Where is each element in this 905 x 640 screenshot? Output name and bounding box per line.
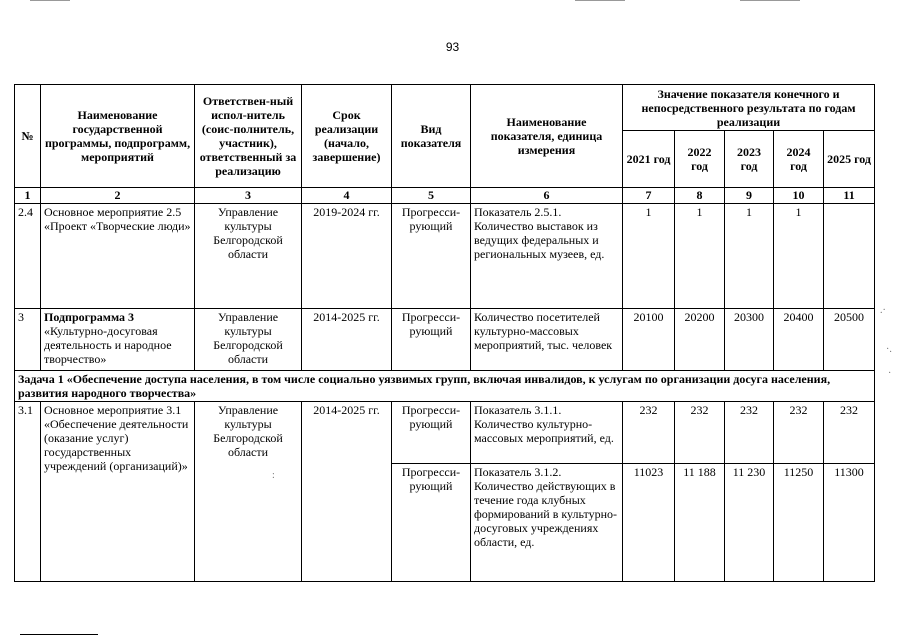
row-value: 232 bbox=[725, 402, 774, 464]
row-program: Основное мероприятие 3.1 «Обеспечение деятельности (оказание услуг) государственных учреждений (организаций)» bbox=[41, 402, 195, 582]
scan-artifact: · bbox=[888, 368, 892, 379]
row-value: 232 bbox=[824, 402, 875, 464]
column-number: 8 bbox=[675, 188, 725, 204]
row-value: 1 bbox=[623, 204, 675, 309]
row-term: 2014-2025 гг. bbox=[302, 309, 392, 371]
row-value: 1 bbox=[774, 204, 824, 309]
row-type: Прогресси-рующий bbox=[392, 309, 471, 371]
indicators-table bbox=[14, 84, 875, 582]
header-year: 2022 год bbox=[675, 131, 725, 188]
row-value: 1 bbox=[725, 204, 774, 309]
column-number: 6 bbox=[471, 188, 623, 204]
column-number: 5 bbox=[392, 188, 471, 204]
row-type: Прогресси-рующий bbox=[392, 402, 471, 464]
row-value: 1 bbox=[675, 204, 725, 309]
row-value: 11 230 bbox=[725, 464, 774, 582]
row-responsible: Управление культуры Белгородской области bbox=[195, 204, 302, 309]
header-values-group: Значение показателя конечного и непосредственного результата по годам реализации bbox=[623, 85, 875, 131]
row-value: 232 bbox=[623, 402, 675, 464]
header-row bbox=[15, 85, 875, 131]
column-number: 10 bbox=[774, 188, 824, 204]
table-row bbox=[15, 309, 875, 371]
row-responsible: Управление культуры Белгородской области bbox=[195, 309, 302, 371]
column-number: 2 bbox=[41, 188, 195, 204]
scan-artifact: : bbox=[272, 470, 275, 481]
column-numbers-row bbox=[15, 188, 875, 204]
column-number: 4 bbox=[302, 188, 392, 204]
page-number: 93 bbox=[445, 40, 460, 54]
row-no: 2.4 bbox=[15, 204, 41, 309]
row-indicator: Показатель 2.5.1. Количество выставок из ведущих федеральных и региональных музеев, ед. bbox=[471, 204, 623, 309]
row-program bbox=[41, 309, 195, 371]
row-value: 11250 bbox=[774, 464, 824, 582]
column-number: 7 bbox=[623, 188, 675, 204]
task-row bbox=[15, 371, 875, 402]
header-year: 2023 год bbox=[725, 131, 774, 188]
footnote-rule bbox=[20, 634, 98, 635]
header-responsible: Ответствен-ный испол-нитель (соис-полнитель, участник), ответственный за реализацию bbox=[195, 85, 302, 188]
header-year: 2025 год bbox=[824, 131, 875, 188]
header-term: Срок реализации (начало, завершение) bbox=[302, 85, 392, 188]
task-text: Задача 1 «Обеспечение доступа населения, в том числе социально уязвимых групп, включая инвалидов, к услугам по организации досуга населения, развития народного творчества» bbox=[15, 371, 875, 402]
row-term: 2014-2025 гг. bbox=[302, 402, 392, 582]
scan-artifact: .· bbox=[880, 305, 886, 316]
table-row bbox=[15, 402, 875, 464]
row-value: 11023 bbox=[623, 464, 675, 582]
header-program: Наименование государственной программы, подпрограмм, мероприятий bbox=[41, 85, 195, 188]
header-no: № bbox=[15, 85, 41, 188]
row-value bbox=[824, 204, 875, 309]
table-row bbox=[15, 204, 875, 309]
row-type: Прогресси-рующий bbox=[392, 204, 471, 309]
subprogram-title: Подпрограмма 3 bbox=[44, 310, 135, 324]
column-number: 9 bbox=[725, 188, 774, 204]
row-value: 20200 bbox=[675, 309, 725, 371]
scan-edge-mark bbox=[575, 0, 625, 1]
row-program: Основное мероприятие 2.5 «Проект «Творческие люди» bbox=[41, 204, 195, 309]
row-term: 2019-2024 гг. bbox=[302, 204, 392, 309]
row-value: 20300 bbox=[725, 309, 774, 371]
row-value: 232 bbox=[774, 402, 824, 464]
row-indicator: Показатель 3.1.1. Количество культурно-массовых мероприятий, ед. bbox=[471, 402, 623, 464]
row-indicator: Количество посетителей культурно-массовых мероприятий, тыс. человек bbox=[471, 309, 623, 371]
column-number: 1 bbox=[15, 188, 41, 204]
row-value: 20100 bbox=[623, 309, 675, 371]
row-value: 11300 bbox=[824, 464, 875, 582]
header-type: Вид показателя bbox=[392, 85, 471, 188]
row-indicator: Показатель 3.1.2. Количество действующих в течение года клубных формирований в культурно-досуговых учреждениях области, ед. bbox=[471, 464, 623, 582]
column-number: 11 bbox=[824, 188, 875, 204]
scan-artifact: ·. bbox=[886, 344, 892, 355]
subprogram-name: «Культурно-досуговая деятельность и народное творчество» bbox=[44, 324, 172, 366]
row-no: 3.1 bbox=[15, 402, 41, 582]
header-year: 2021 год bbox=[623, 131, 675, 188]
row-no: 3 bbox=[15, 309, 41, 371]
row-value: 20500 bbox=[824, 309, 875, 371]
row-value: 232 bbox=[675, 402, 725, 464]
header-year: 2024 год bbox=[774, 131, 824, 188]
scan-edge-mark bbox=[30, 0, 70, 1]
row-value: 20400 bbox=[774, 309, 824, 371]
header-indicator: Наименование показателя, единица измерения bbox=[471, 85, 623, 188]
row-value: 11 188 bbox=[675, 464, 725, 582]
row-type: Прогресси-рующий bbox=[392, 464, 471, 582]
row-responsible: Управление культуры Белгородской области bbox=[195, 402, 302, 582]
column-number: 3 bbox=[195, 188, 302, 204]
scan-edge-mark bbox=[740, 0, 800, 1]
